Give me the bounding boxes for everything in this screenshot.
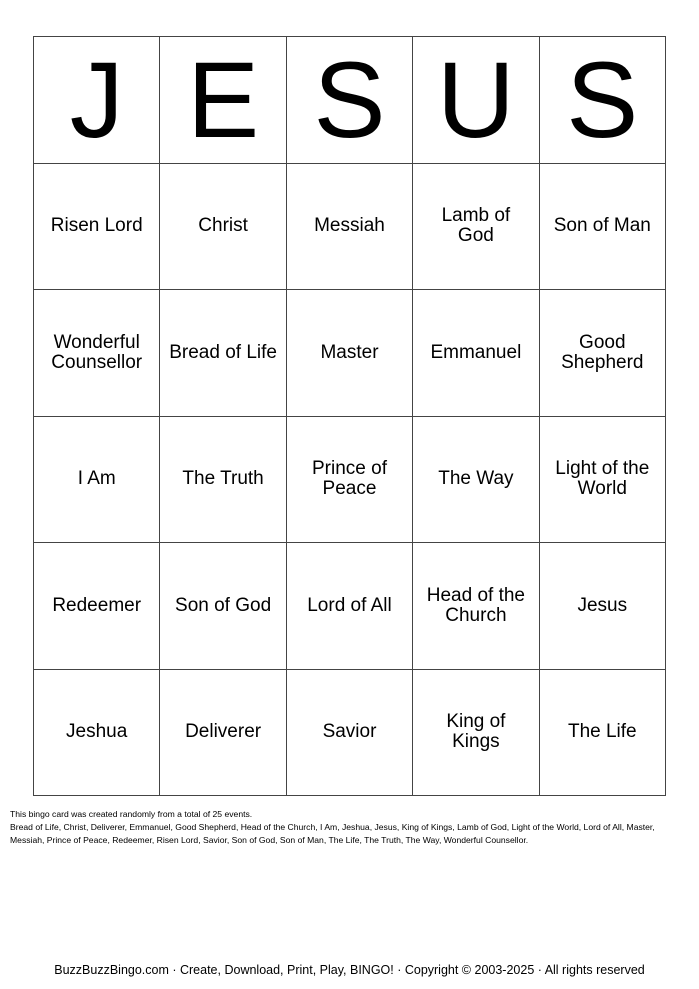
bingo-cell: The Way — [413, 417, 539, 544]
bingo-cell: Messiah — [287, 164, 413, 291]
bingo-cell: Jesus — [540, 543, 666, 670]
bingo-cell: Son of Man — [540, 164, 666, 291]
header-letter-u: U — [413, 37, 539, 164]
bingo-cell: Lord of All — [287, 543, 413, 670]
bingo-cell: Risen Lord — [34, 164, 160, 291]
footnote-event-list: Bread of Life, Christ, Deliverer, Emmanuel, Good Shepherd, Head of the Church, I Am, Jeshua, Jesus, King of Kings, Lamb of God, Light of the World, Lord of All, Master, Messiah, Prince of Peace, Redeemer, Risen Lord, Savior, Son of God, Son of Man, The Life, The Truth, The Way, Wonderful Counsellor. — [10, 822, 655, 845]
bingo-cell: Wonderful Counsellor — [34, 290, 160, 417]
bingo-cell: Christ — [160, 164, 286, 291]
bingo-cell: The Truth — [160, 417, 286, 544]
bingo-cell: Light of the World — [540, 417, 666, 544]
bingo-cell: Deliverer — [160, 670, 286, 797]
bingo-cell: Redeemer — [34, 543, 160, 670]
bingo-card — [33, 36, 666, 796]
bingo-cell: Good Shepherd — [540, 290, 666, 417]
bingo-cell: Prince of Peace — [287, 417, 413, 544]
bingo-cell: Jeshua — [34, 670, 160, 797]
footnote-summary: This bingo card was created randomly from a total of 25 events. — [10, 809, 253, 819]
bingo-cell: Head of the Church — [413, 543, 539, 670]
header-letter-s: S — [287, 37, 413, 164]
card-footnote — [10, 808, 690, 847]
bingo-cell: Lamb of God — [413, 164, 539, 291]
header-letter-s-2: S — [540, 37, 666, 164]
bingo-cell: Son of God — [160, 543, 286, 670]
bingo-cell: King of Kings — [413, 670, 539, 797]
bingo-cell: Emmanuel — [413, 290, 539, 417]
bingo-cell: I Am — [34, 417, 160, 544]
bingo-cell: Savior — [287, 670, 413, 797]
header-letter-e: E — [160, 37, 286, 164]
bingo-cell: Bread of Life — [160, 290, 286, 417]
bingo-cell: Master — [287, 290, 413, 417]
header-letter-j: J — [34, 37, 160, 164]
site-footer: BuzzBuzzBingo.com · Create, Download, Print, Play, BINGO! · Copyright © 2003-2025 · All rights reserved — [54, 963, 645, 977]
bingo-cell: The Life — [540, 670, 666, 797]
